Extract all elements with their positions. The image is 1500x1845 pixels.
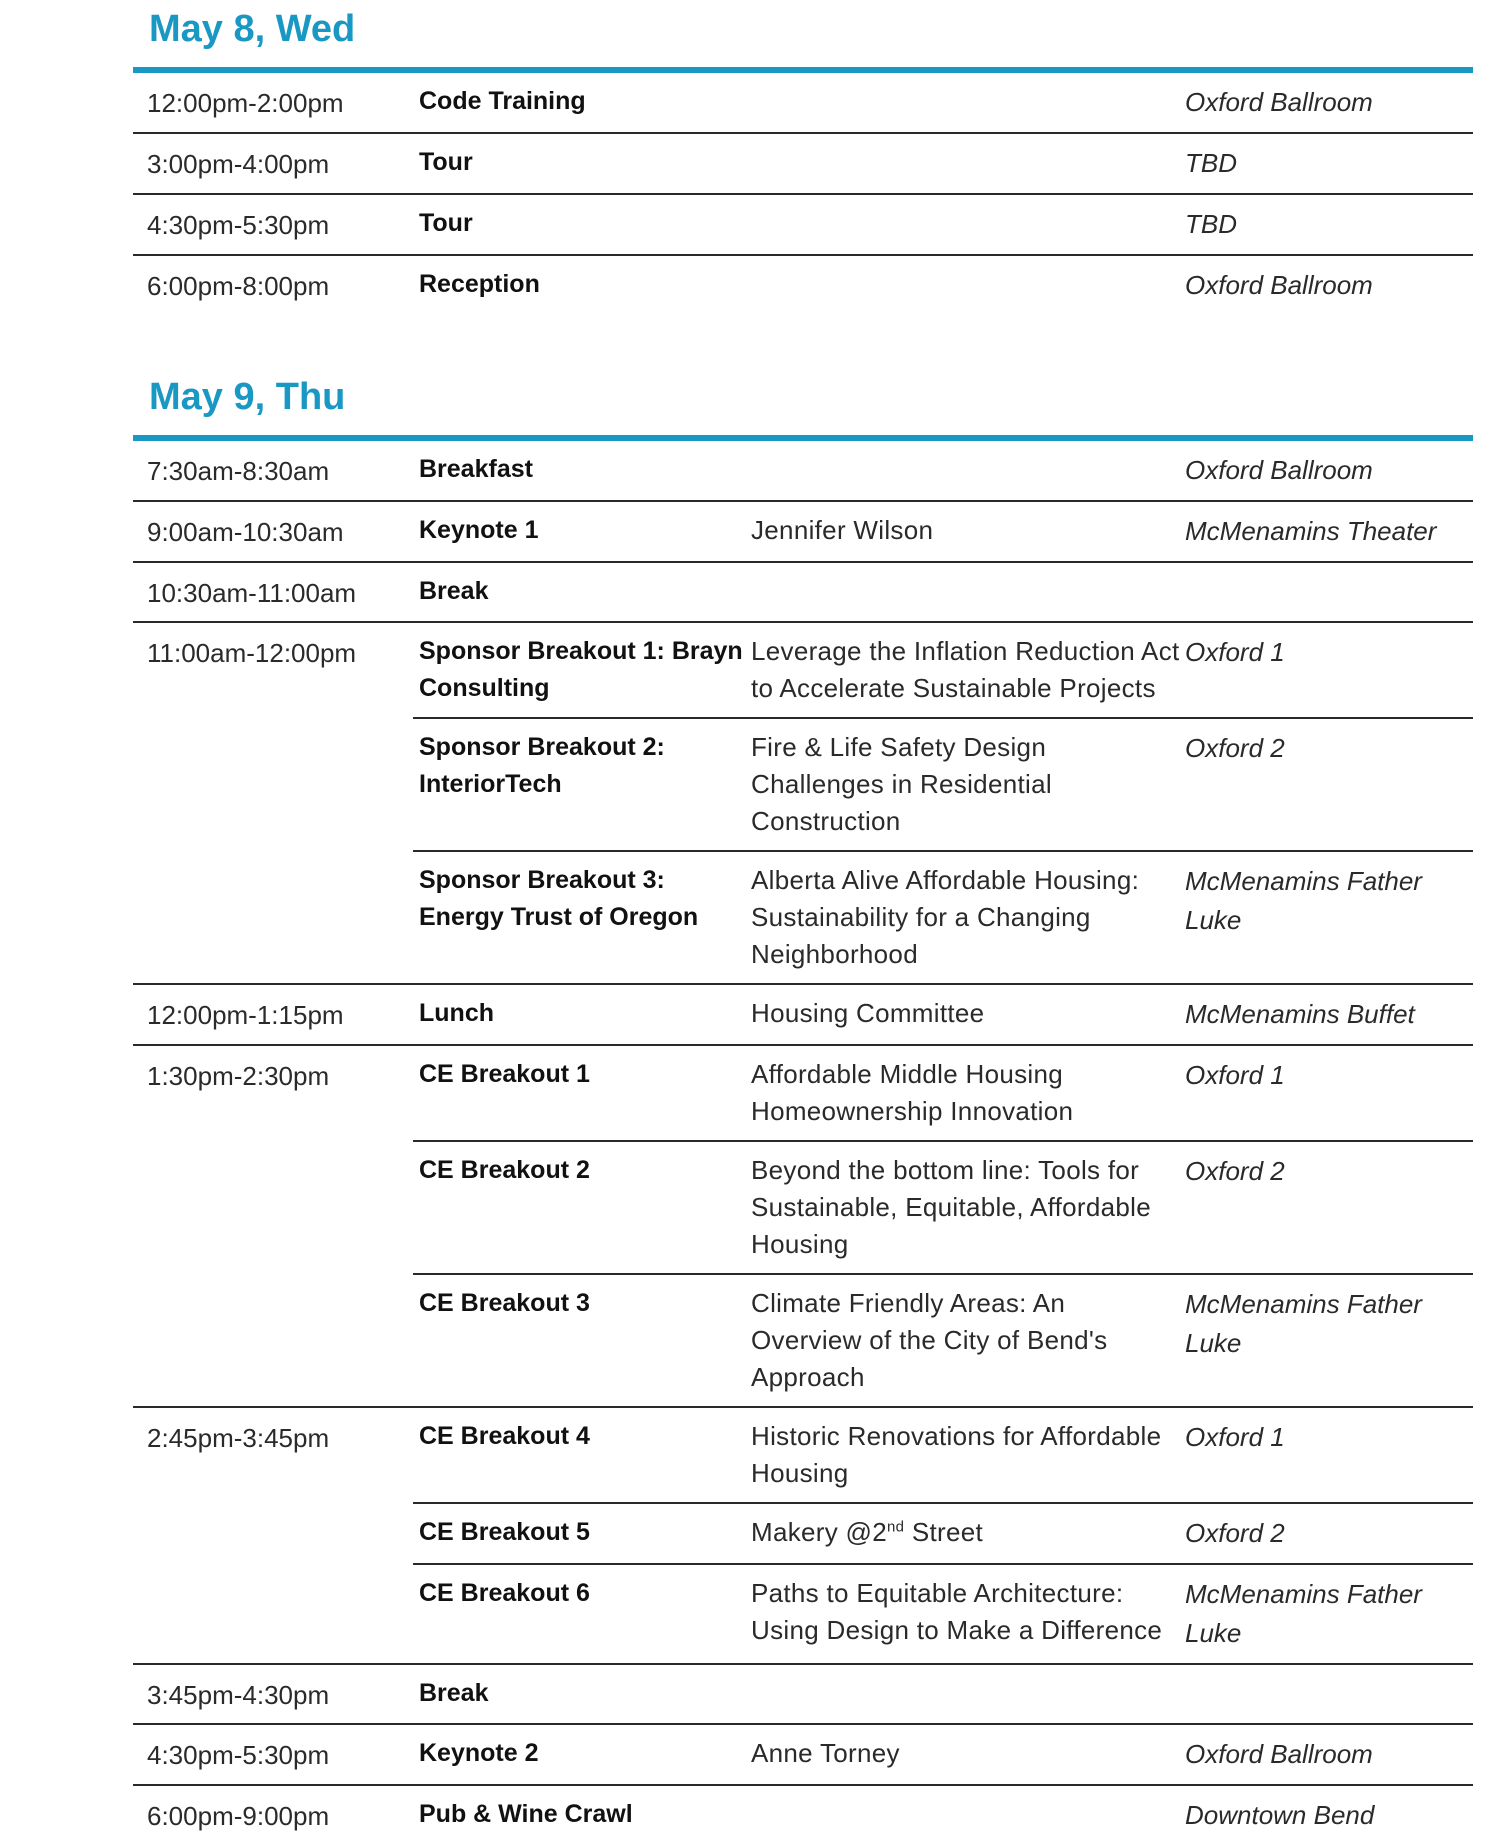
session-row <box>413 1786 1473 1845</box>
session-description <box>745 205 1181 244</box>
session-description <box>745 451 1181 490</box>
session-row <box>413 195 1473 254</box>
session-description: Historic Renovations for Affordable Housing <box>751 1421 1162 1488</box>
session-location: Oxford Ballroom <box>1185 455 1373 485</box>
session-title: CE Breakout 4 <box>419 1422 590 1450</box>
session-row <box>413 719 1473 852</box>
session-title: Tour <box>419 209 473 237</box>
session-location: Oxford 1 <box>1185 1422 1285 1452</box>
session-description: Paths to Equitable Architecture: Using Design to Make a Difference <box>751 1578 1163 1645</box>
slot-time: 12:00pm-1:15pm <box>147 1000 344 1030</box>
time-slot-row <box>133 134 1473 195</box>
session-title: Code Training <box>419 87 586 115</box>
slot-time: 6:00pm-9:00pm <box>147 1801 330 1831</box>
time-slot-row <box>133 73 1473 134</box>
session-location: Oxford 1 <box>1185 637 1285 667</box>
session-title: Sponsor Breakout 1: Brayn Consulting <box>419 637 743 702</box>
slot-time: 6:00pm-8:00pm <box>147 271 330 301</box>
slot-time: 12:00pm-2:00pm <box>147 88 344 118</box>
time-slot-row <box>133 1046 1473 1408</box>
session-description <box>745 1514 1181 1553</box>
time-slot-row <box>133 563 1473 623</box>
slot-time: 4:30pm-5:30pm <box>147 1740 330 1770</box>
session-location: Oxford 2 <box>1185 1156 1285 1186</box>
session-description: Beyond the bottom line: Tools for Sustainable, Equitable, Affordable Housing <box>751 1155 1152 1259</box>
time-slot-row <box>133 256 1473 315</box>
session-description <box>745 266 1181 305</box>
session-location: Downtown Bend <box>1185 1800 1375 1830</box>
session-list <box>413 1046 1473 1406</box>
session-title: Tour <box>419 148 473 176</box>
time-slot-row <box>133 1725 1473 1786</box>
session-row <box>413 256 1473 315</box>
session-location: McMenamins Buffet <box>1185 999 1415 1029</box>
session-description <box>745 1796 1181 1835</box>
slot-time: 4:30pm-5:30pm <box>147 210 330 240</box>
session-title: Lunch <box>419 999 494 1027</box>
session-row <box>413 1504 1473 1565</box>
session-title: CE Breakout 1 <box>419 1060 590 1088</box>
session-location: Oxford Ballroom <box>1185 270 1373 300</box>
slot-time: 2:45pm-3:45pm <box>147 1423 330 1453</box>
session-row <box>413 441 1473 500</box>
session-list <box>413 985 1473 1044</box>
session-list <box>413 1665 1473 1723</box>
session-description <box>745 573 1181 611</box>
session-location: TBD <box>1185 209 1237 239</box>
session-row <box>413 1046 1473 1142</box>
session-row <box>413 1408 1473 1504</box>
session-description: Anne Torney <box>751 1738 900 1768</box>
session-description: Affordable Middle Housing Homeownership Innovation <box>751 1059 1074 1126</box>
session-row <box>413 1665 1473 1723</box>
session-location: Oxford Ballroom <box>1185 1739 1373 1769</box>
session-list <box>413 256 1473 315</box>
session-title: CE Breakout 2 <box>419 1156 590 1184</box>
session-list <box>413 134 1473 193</box>
schedule-table <box>133 441 1473 1845</box>
session-location: McMenamins Father Luke <box>1185 866 1422 935</box>
session-list <box>413 563 1473 621</box>
session-title: Keynote 1 <box>419 516 539 544</box>
session-title: CE Breakout 6 <box>419 1579 590 1607</box>
time-slot-row <box>133 441 1473 502</box>
day-heading: May 9, Thu <box>149 376 346 418</box>
desc-superscript: nd <box>887 1518 905 1536</box>
time-slot-row <box>133 985 1473 1046</box>
session-description: Climate Friendly Areas: An Overview of the City of Bend's Approach <box>751 1288 1108 1392</box>
session-row <box>413 1275 1473 1406</box>
session-location: Oxford 2 <box>1185 1518 1285 1548</box>
time-slot-row <box>133 502 1473 563</box>
desc-text: Makery @2 <box>751 1517 888 1547</box>
session-location: Oxford 1 <box>1185 1060 1285 1090</box>
session-description <box>745 1675 1181 1713</box>
session-title: Sponsor Breakout 3: Energy Trust of Oregon <box>419 866 699 931</box>
session-title: Break <box>419 577 489 605</box>
session-row <box>413 1725 1473 1784</box>
slot-time: 3:00pm-4:00pm <box>147 149 330 179</box>
session-location: Oxford Ballroom <box>1185 87 1373 117</box>
session-list <box>413 623 1473 983</box>
time-slot-row <box>133 1665 1473 1725</box>
time-slot-row <box>133 1408 1473 1665</box>
session-row <box>413 134 1473 193</box>
session-description <box>745 83 1181 122</box>
session-title: CE Breakout 3 <box>419 1289 590 1317</box>
day-heading: May 8, Wed <box>149 8 356 50</box>
slot-time: 3:45pm-4:30pm <box>147 1680 330 1710</box>
session-list <box>413 1408 1473 1663</box>
session-description: Fire & Life Safety Design Challenges in Residential Construction <box>751 732 1052 836</box>
session-row <box>413 73 1473 132</box>
session-location: McMenamins Father Luke <box>1185 1289 1422 1358</box>
session-description: Housing Committee <box>751 998 985 1028</box>
session-title: Break <box>419 1679 489 1707</box>
desc-text-after: Street <box>904 1517 984 1547</box>
session-description: Alberta Alive Affordable Housing: Sustainability for a Changing Neighborhood <box>751 865 1140 969</box>
slot-time: 10:30am-11:00am <box>147 578 357 608</box>
session-description: Jennifer Wilson <box>751 515 934 545</box>
session-title: Reception <box>419 270 540 298</box>
slot-time: 1:30pm-2:30pm <box>147 1061 330 1091</box>
session-list <box>413 502 1473 561</box>
session-list <box>413 73 1473 132</box>
session-title: Pub & Wine Crawl <box>419 1800 633 1828</box>
time-slot-row <box>133 195 1473 256</box>
session-title: CE Breakout 5 <box>419 1518 590 1546</box>
slot-time: 7:30am-8:30am <box>147 456 330 486</box>
session-list <box>413 1786 1473 1845</box>
time-slot-row <box>133 623 1473 985</box>
session-title: Keynote 2 <box>419 1739 539 1767</box>
session-list <box>413 195 1473 254</box>
slot-time: 9:00am-10:30am <box>147 517 344 547</box>
session-location: McMenamins Father Luke <box>1185 1579 1422 1648</box>
session-row <box>413 502 1473 561</box>
session-row <box>413 852 1473 983</box>
session-description: Leverage the Inflation Reduction Act to Accelerate Sustainable Projects <box>751 636 1180 703</box>
schedule-table <box>133 73 1473 315</box>
session-list <box>413 441 1473 500</box>
session-title: Sponsor Breakout 2: InteriorTech <box>419 733 665 798</box>
session-location: TBD <box>1185 148 1237 178</box>
session-row <box>413 985 1473 1044</box>
session-location: McMenamins Theater <box>1185 516 1437 546</box>
session-row <box>413 1565 1473 1663</box>
slot-time: 11:00am-12:00pm <box>147 638 357 668</box>
session-row <box>413 623 1473 719</box>
time-slot-row <box>133 1786 1473 1845</box>
session-description <box>745 144 1181 183</box>
session-list <box>413 1725 1473 1784</box>
session-row <box>413 563 1473 621</box>
session-location: Oxford 2 <box>1185 733 1285 763</box>
session-location <box>1181 573 1470 611</box>
session-location <box>1181 1675 1470 1713</box>
session-row <box>413 1142 1473 1275</box>
session-title: Breakfast <box>419 455 533 483</box>
